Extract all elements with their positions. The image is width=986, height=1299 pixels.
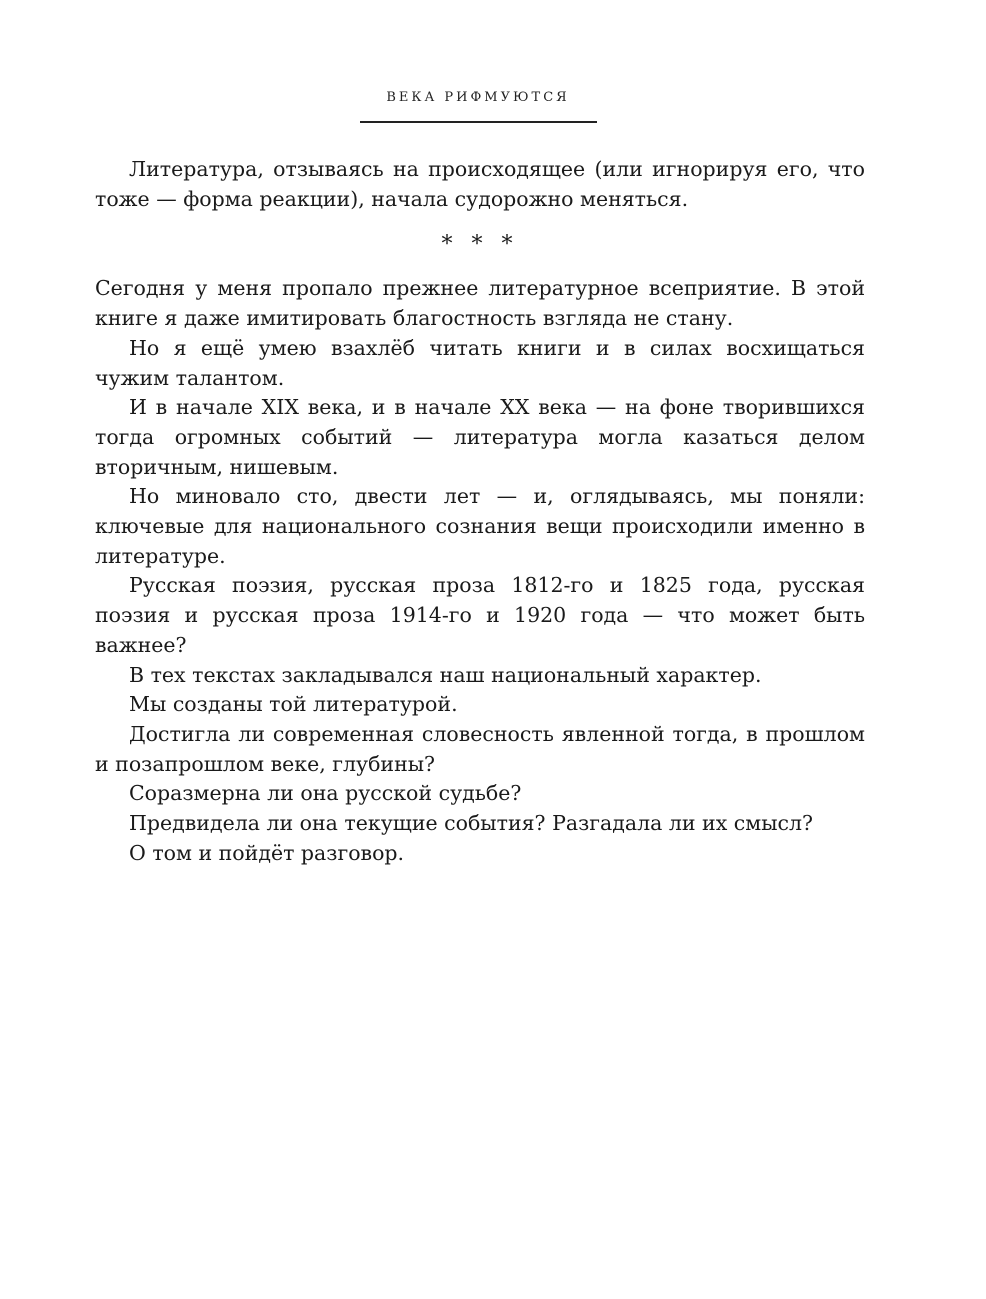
paragraph: Сегодня у меня пропало прежнее литературное всеприятие. В этой книге я даже имитировать благостность взгляда не стану. xyxy=(95,276,865,331)
paragraph: Но я ещё умею взахлёб читать книги и в силах восхищаться чужим талантом. xyxy=(95,335,865,390)
paragraph: Литература, отзываясь на происходящее (или игнорируя его, что тоже — форма реакции), начала судорожно меняться. xyxy=(95,157,865,211)
paragraph: Соразмерна ли она русской судьбе? xyxy=(129,781,522,806)
paragraph: О том и пойдёт разговор. xyxy=(129,840,405,865)
paragraph: В тех текстах закладывался наш национальный характер. xyxy=(129,662,762,687)
paragraph: И в начале XIX века, и в начале XX века — на фоне творившихся тогда огромных событий — литература могла казаться делом вторичным, нишевым. xyxy=(95,395,865,479)
running-head: ВЕКА РИФМУЮТСЯ xyxy=(386,90,570,105)
paragraph: Мы созданы той литературой. xyxy=(129,692,458,717)
paragraph: Предвидела ли она текущие события? Разгадала ли их смысл? xyxy=(129,811,814,836)
paragraph: Но миновало сто, двести лет — и, оглядываясь, мы поняли: ключевые для национального сознания вещи происходили именно в литературе. xyxy=(95,484,865,568)
section-separator: * * * xyxy=(441,232,519,258)
body-text xyxy=(95,155,865,868)
running-head-rule xyxy=(360,121,597,123)
paragraph: Русская поэзия, русская проза 1812-го и 1825 года, русская поэзия и русская проза 1914-го и 1920 года — что может быть важнее? xyxy=(95,573,865,657)
paragraph: Достигла ли современная словесность явленной тогда, в прошлом и позапрошлом веке, глубины? xyxy=(95,721,865,776)
